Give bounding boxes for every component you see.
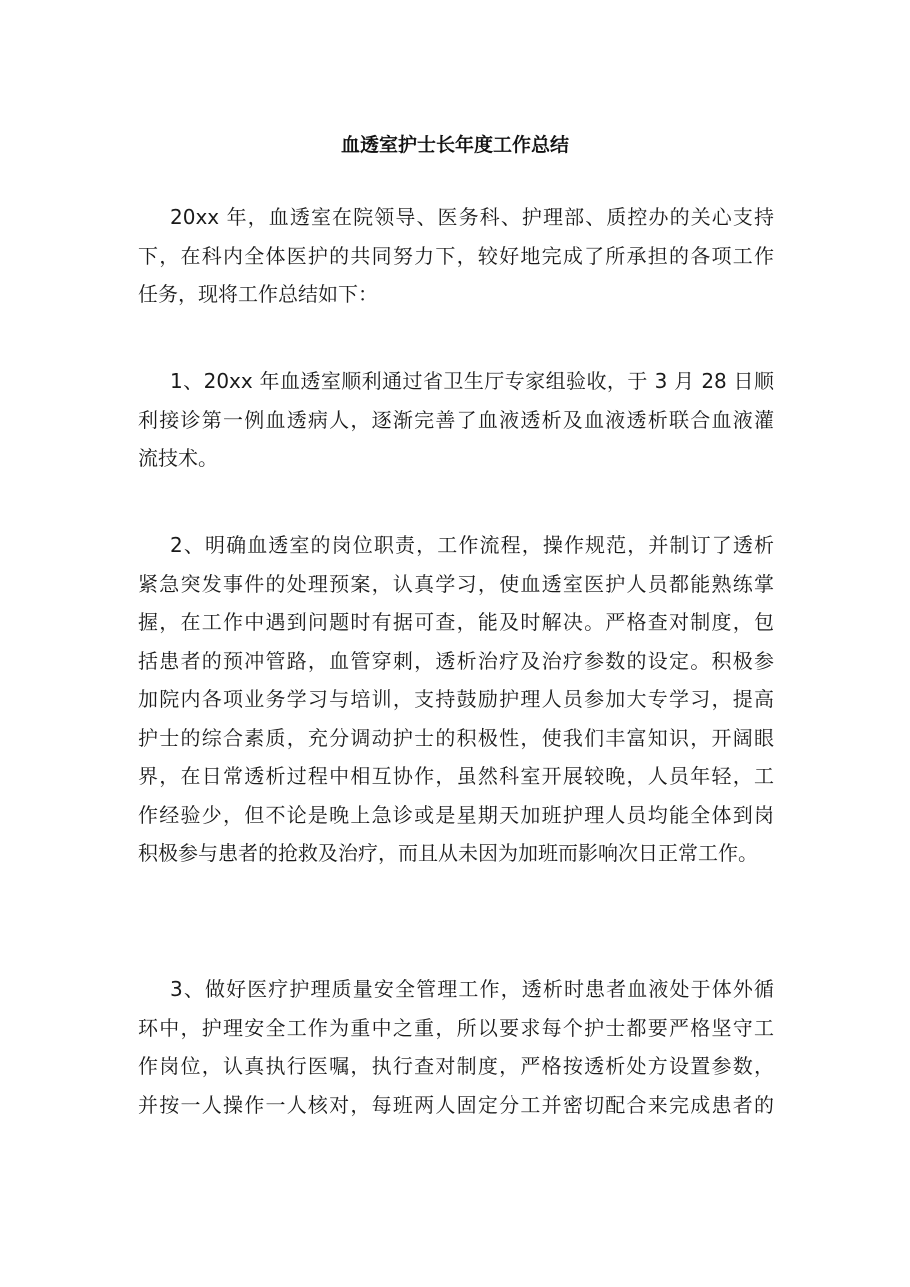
paragraph-line: 20xx 年，血透室在院领导、医务科、护理部、质控办的关心支持: [170, 205, 774, 229]
paragraph-item-1: [138, 362, 774, 478]
paragraph-line: 作岗位，认真执行医嘱，执行查对制度，严格按透析处方设置参数，: [138, 1054, 774, 1078]
paragraph-line: 积极参与患者的抢救及治疗，而且从未因为加班而影响次日正常工作。: [138, 841, 758, 865]
paragraph-item-3: [138, 970, 774, 1124]
paragraph-line: 2、明确血透室的岗位职责，工作流程，操作规范，并制订了透析: [170, 533, 774, 557]
paragraph-line: 1、20xx 年血透室顺利通过省卫生厅专家组验收，于 3 月 28 日顺: [170, 369, 774, 393]
paragraph-line: 环中，护理安全工作为重中之重，所以要求每个护士都要严格坚守工: [138, 1015, 774, 1040]
paragraph-item-2: [138, 526, 774, 873]
document-title: 血透室护士长年度工作总结: [340, 134, 569, 156]
paragraph-line: 利接诊第一例血透病人，逐渐完善了血液透析及血液透析联合血液灌: [138, 407, 774, 432]
paragraph-line: 下，在科内全体医护的共同努力下，较好地完成了所承担的各项工作: [138, 243, 774, 268]
paragraph-line: 加院内各项业务学习与培训，支持鼓励护理人员参加大专学习，提高: [138, 687, 774, 711]
paragraph-line: 护士的综合素质，充分调动护士的积极性，使我们丰富知识，开阔眼: [138, 725, 774, 750]
paragraph-line: 3、做好医疗护理质量安全管理工作，透析时患者血液处于体外循: [170, 977, 774, 1001]
paragraph-line: 握，在工作中遇到问题时有据可查，能及时解决。严格查对制度，包: [138, 610, 774, 634]
paragraph-intro: [138, 198, 774, 314]
paragraph-line: 界，在日常透析过程中相互协作，虽然科室开展较晚，人员年轻，工: [138, 764, 774, 788]
paragraph-line: 任务，现将工作总结如下：: [138, 282, 378, 306]
paragraph-line: 紧急突发事件的处理预案，认真学习，使血透室医护人员都能熟练掌: [138, 571, 774, 596]
paragraph-line: 并按一人操作一人核对，每班两人固定分工并密切配合来完成患者的: [138, 1092, 774, 1117]
paragraph-line: 流技术。: [138, 446, 218, 470]
paragraph-line: 括患者的预冲管路，血管穿刺，透析治疗及治疗参数的设定。积极参: [138, 648, 774, 673]
paragraph-line: 作经验少，但不论是晚上急诊或是星期天加班护理人员均能全体到岗: [138, 802, 774, 827]
